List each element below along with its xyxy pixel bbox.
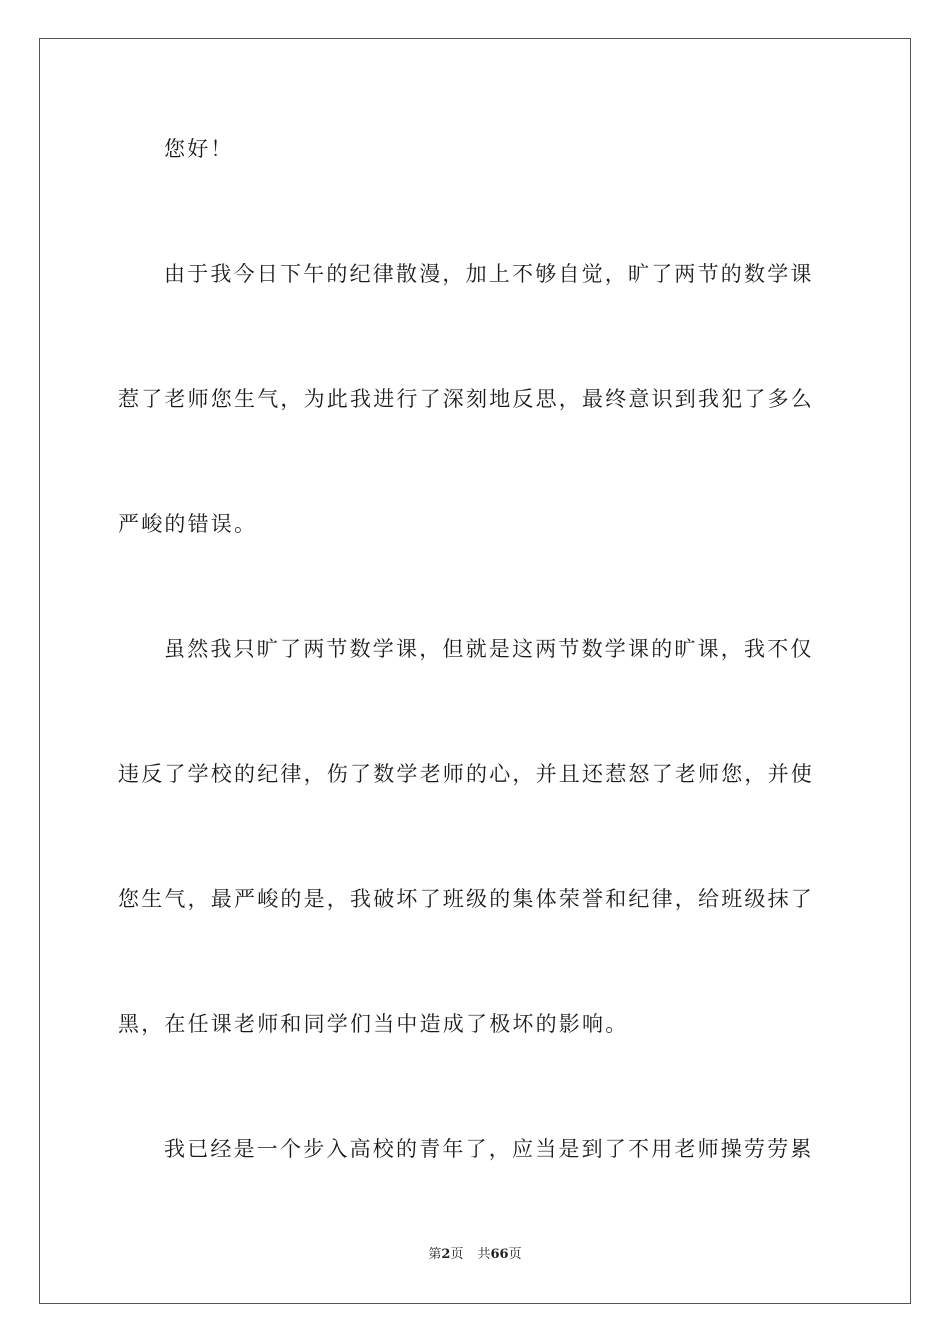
paragraph-2-line-3: 您生气，最严峻的是，我破坏了班级的集体荣誉和纪律，给班级抹了	[118, 887, 814, 911]
total-pages: 66	[490, 1247, 509, 1262]
paragraph-1-line-1: 由于我今日下午的纪律散漫，加上不够自觉，旷了两节的数学课	[164, 262, 814, 286]
total-suffix: 页	[508, 1247, 522, 1262]
total-prefix: 共	[477, 1247, 491, 1262]
paragraph-1-line-2: 惹了老师您生气，为此我进行了深刻地反思，最终意识到我犯了多么	[118, 387, 814, 411]
page-prefix: 第	[428, 1247, 442, 1262]
page-border	[39, 38, 911, 1304]
paragraph-2-line-4: 黑，在任课老师和同学们当中造成了极坏的影响。	[118, 1012, 629, 1036]
paragraph-2-line-2: 违反了学校的纪律，伤了数学老师的心，并且还惹怒了老师您，并使	[118, 762, 814, 786]
salutation-line: 您好！	[164, 137, 234, 161]
page-suffix: 页	[450, 1247, 464, 1262]
paragraph-1-line-3: 严峻的错误。	[118, 512, 258, 536]
paragraph-2-line-1: 虽然我只旷了两节数学课，但就是这两节数学课的旷课，我不仅	[164, 637, 814, 661]
page-number: 2	[441, 1247, 451, 1262]
paragraph-3-line-1: 我已经是一个步入高校的青年了，应当是到了不用老师操劳劳累	[164, 1137, 814, 1161]
page-footer	[0, 1246, 950, 1264]
